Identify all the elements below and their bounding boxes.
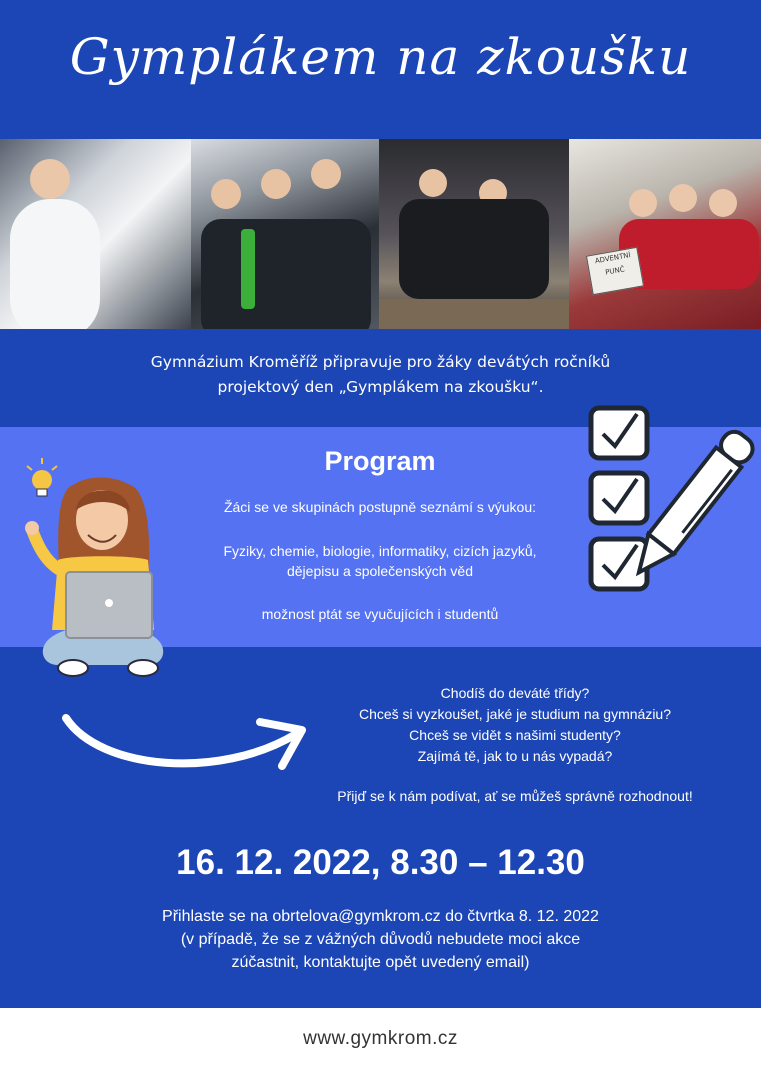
photo-strip xyxy=(0,139,761,329)
photo-students-cheering xyxy=(191,139,379,329)
signup-line-3: zúčastnit, kontaktujte opět uvedený email) xyxy=(231,954,530,971)
signup-text xyxy=(0,905,761,974)
intro-line-2: projektový den „Gymplákem na zkoušku“. xyxy=(217,378,544,396)
program-line-3: dějepisu a společenských věd xyxy=(286,563,473,579)
pen-icon xyxy=(630,422,750,592)
advent-sign-line1: ADVENTNÍ xyxy=(594,251,632,266)
website-url[interactable]: www.gymkrom.cz xyxy=(303,1028,458,1049)
question-2: Chceš si vyzkoušet, jaké je studium na gymnáziu? xyxy=(358,706,672,722)
event-date: 16. 12. 2022, 8.30 – 12.30 xyxy=(176,843,585,882)
question-4: Zajímá tě, jak to u nás vypadá? xyxy=(417,748,613,764)
intro-line-1: Gymnázium Kroměříž připravuje pro žáky devátých ročníků xyxy=(150,353,611,371)
question-3: Chceš se vidět s našimi studenty? xyxy=(409,727,621,743)
curved-arrow-icon xyxy=(60,710,310,780)
poster-title: Gymplákem na zkoušku xyxy=(69,28,692,86)
photo-lab-experiment xyxy=(0,139,191,329)
signup-line-2: (v případě, že se z vážných důvodů nebudete moci akce xyxy=(180,931,581,948)
photo-advent-stand xyxy=(569,139,761,329)
program-heading: Program xyxy=(324,446,436,476)
intro-text xyxy=(0,350,761,400)
questions-block xyxy=(310,683,720,807)
program-line-4: možnost ptát se vyučujících i studentů xyxy=(261,606,499,622)
girl-with-laptop-illustration xyxy=(18,460,188,685)
program-line-1: Žáci se ve skupinách postupně seznámí s výukou: xyxy=(223,499,537,515)
invite-text: Přijď se k nám podívat, ať se můžeš správně rozhodnout! xyxy=(337,788,693,804)
photo-theatre-play xyxy=(379,139,569,329)
question-1: Chodíš do deváté třídy? xyxy=(440,685,590,701)
signup-line-1: Přihlaste se na obrtelova@gymkrom.cz do čtvrtka 8. 12. 2022 xyxy=(162,908,599,925)
program-line-2: Fyziky, chemie, biologie, informatiky, cizích jazyků, xyxy=(223,543,537,559)
advent-sign-line2: PUNČ xyxy=(604,265,626,277)
